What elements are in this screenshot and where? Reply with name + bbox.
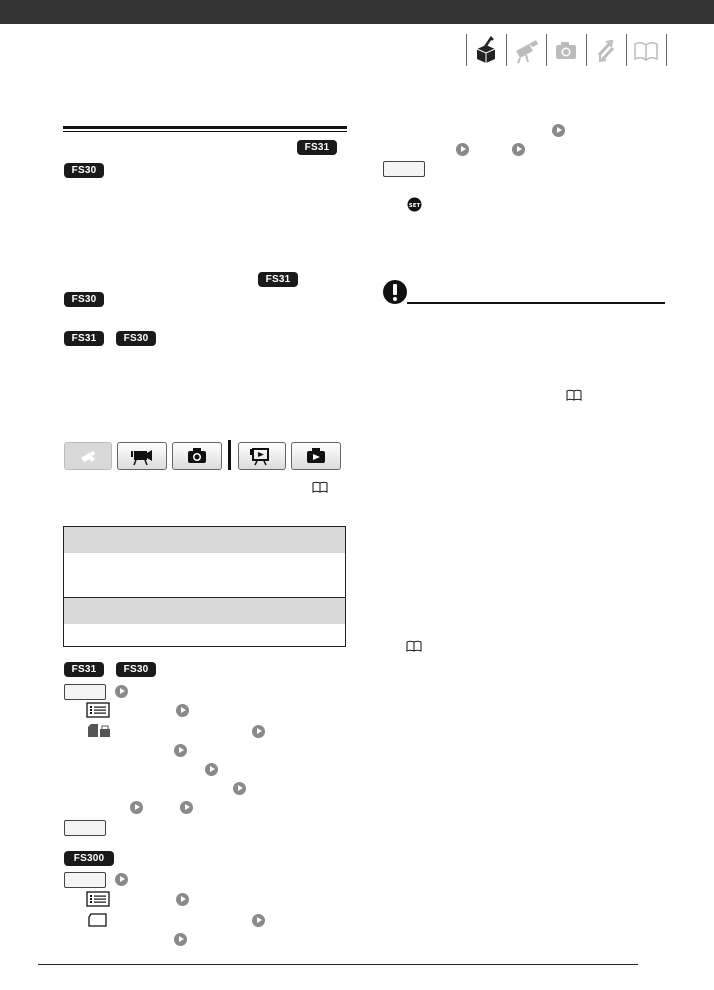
step-arrow-icon: [115, 873, 128, 886]
model-badge-fs30: FS30: [116, 662, 156, 677]
section-rule: [63, 126, 347, 129]
photo-playback-icon: [292, 443, 340, 469]
important-icon: [383, 280, 407, 304]
photo-camera-icon: [173, 443, 221, 469]
page-reference-icon: [312, 481, 328, 493]
page-footer-rule: [38, 964, 638, 965]
table-header-row: [64, 598, 345, 624]
mode-separator: [666, 34, 667, 66]
step-arrow-icon: [176, 704, 189, 717]
func-button-key: [64, 872, 106, 888]
page-reference-icon: [406, 640, 422, 652]
step-arrow-icon: [512, 143, 525, 156]
step-arrow-icon: [176, 893, 189, 906]
built-in-memory-menu-icon: [86, 912, 110, 928]
step-arrow-icon: [174, 933, 187, 946]
important-rule: [407, 302, 665, 304]
photo-playback-mode-button: [291, 442, 341, 470]
section-rule-thin: [63, 131, 347, 132]
table-row: [64, 624, 345, 646]
external-connections-icon: [587, 34, 625, 66]
movie-playback-icon: [239, 443, 285, 469]
video-icon: [507, 34, 545, 66]
photo-recording-mode-button: [172, 442, 222, 470]
dual-shot-icon: [65, 443, 111, 469]
additional-info-icon: [627, 34, 665, 66]
step-arrow-icon: [115, 685, 128, 698]
page-reference-icon: [566, 389, 582, 401]
set-button-icon: [407, 197, 422, 212]
func-button-key: [64, 820, 106, 836]
model-badge-fs31: FS31: [64, 331, 104, 346]
step-arrow-icon: [205, 763, 218, 776]
step-arrow-icon: [233, 782, 246, 795]
func-button-key: [383, 161, 425, 177]
model-badge-fs31: FS31: [297, 140, 337, 155]
step-arrow-icon: [174, 744, 187, 757]
menu-list-icon: [86, 702, 110, 718]
svg-text:SET: SET: [408, 203, 421, 209]
step-arrow-icon: [456, 143, 469, 156]
photo-icon: [547, 34, 585, 66]
getting-started-icon: [467, 34, 505, 66]
table-header-row: [64, 527, 345, 553]
model-badge-fs31: FS31: [258, 272, 298, 287]
menu-list-icon: [86, 891, 110, 907]
options-table: [63, 526, 346, 647]
step-arrow-icon: [130, 801, 143, 814]
mode-divider: [228, 440, 231, 470]
table-row: [64, 553, 345, 597]
step-arrow-icon: [552, 124, 565, 137]
func-button-key: [64, 684, 106, 700]
model-badge-fs30: FS30: [64, 292, 104, 307]
memory-card-menu-icon: [86, 723, 114, 739]
step-arrow-icon: [252, 725, 265, 738]
step-arrow-icon: [180, 801, 193, 814]
top-bar: [0, 0, 714, 24]
model-badge-fs30: FS30: [64, 163, 104, 178]
step-arrow-icon: [252, 914, 265, 927]
movie-camera-icon: [118, 443, 166, 469]
model-badge-fs300: FS300: [64, 851, 114, 866]
model-badge-fs30: FS30: [116, 331, 156, 346]
dual-shot-mode-button: [64, 442, 112, 470]
model-badge-fs31: FS31: [64, 662, 104, 677]
movie-recording-mode-button: [117, 442, 167, 470]
movie-playback-mode-button: [238, 442, 286, 470]
